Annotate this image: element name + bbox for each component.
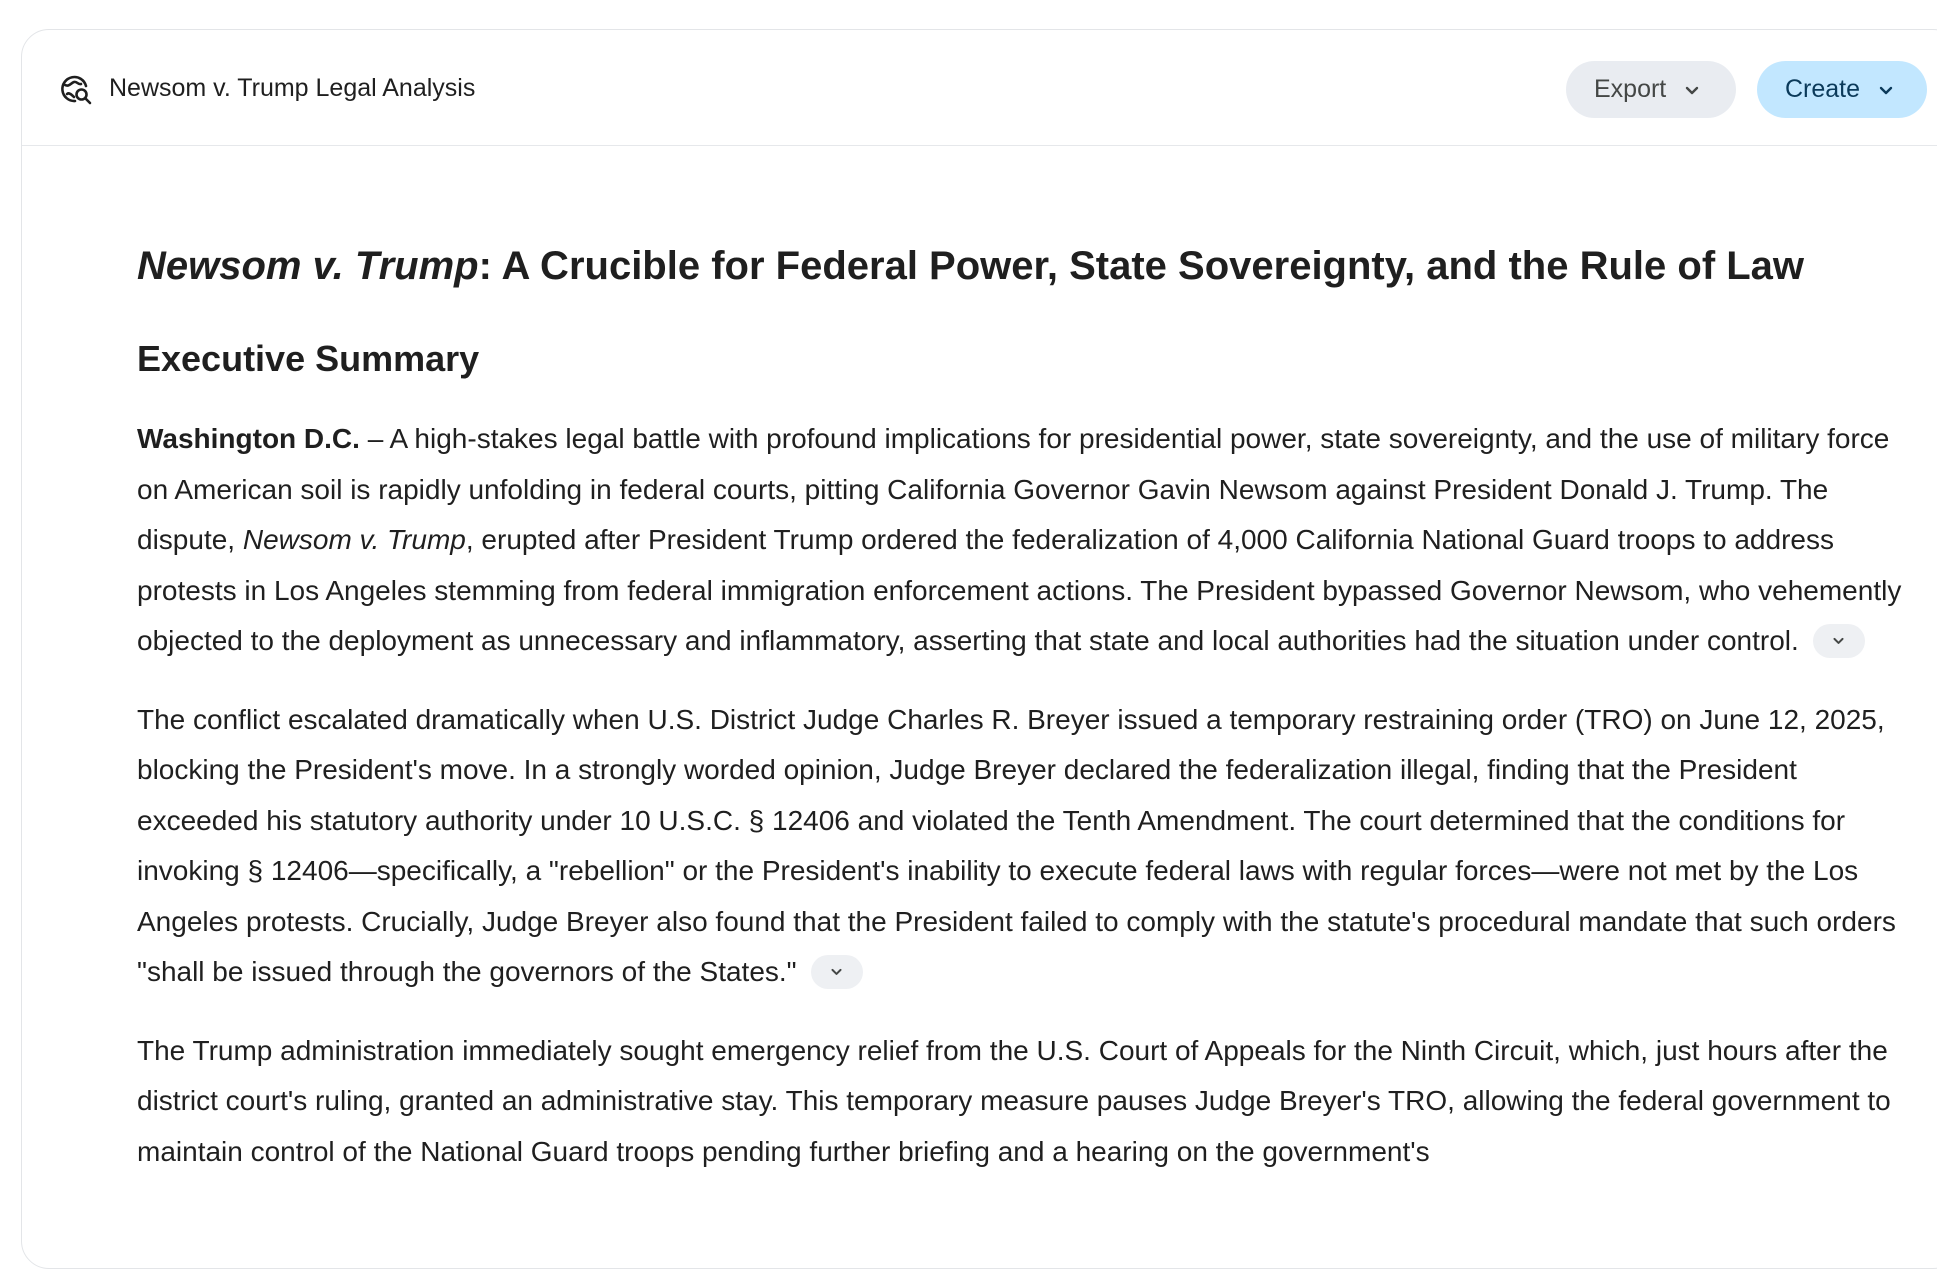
chevron-down-icon	[1832, 634, 1845, 647]
report-title	[137, 240, 1907, 292]
paragraph-1-text-a: – A high-stakes legal battle with profound implications for presidential power, state sovereignty, and the use of military force on American soil is rapidly unfolding in federal courts, pitting California Governor Gavin Newsom against President Donald J. Trump. The dispute,	[137, 423, 1890, 555]
paragraph-3-text: The Trump administration immediately sought emergency relief from the U.S. Court of Appeals for the Ninth Circuit, which, just hours after the district court's ruling, granted an administrative stay. This temporary measure pauses Judge Breyer's TRO, allowing the federal government to maintain control of the National Guard troops pending further briefing and a hearing on the government's	[137, 1034, 1891, 1167]
chevron-down-icon	[1878, 82, 1894, 98]
create-button[interactable]	[1757, 61, 1927, 118]
export-label: Export	[1594, 75, 1667, 103]
chevron-down-icon	[1684, 82, 1700, 98]
expand-sources-button[interactable]	[1813, 624, 1865, 658]
paragraph-2	[137, 695, 1907, 998]
chevron-down-icon	[830, 965, 843, 978]
report-title-rest: : A Crucible for Federal Power, State Sovereignty, and the Rule of Law	[478, 244, 1805, 288]
paragraph-1	[137, 414, 1907, 667]
document-panel	[21, 29, 1937, 1269]
section-heading: Executive Summary	[137, 338, 480, 379]
dateline: Washington D.C.	[137, 423, 360, 454]
create-label: Create	[1785, 75, 1861, 103]
paragraph-1-text-b: , erupted after President Trump ordered the federalization of 4,000 California National Guard troops to address protests in Los Angeles stemming from federal immigration enforcement actions. The President bypassed Governor Newsom, who vehemently objected to the deployment as unnecessary and inflammatory, asserting that state and local authorities had the situation under control.	[137, 524, 1902, 656]
document-title: Newsom v. Trump Legal Analysis	[109, 74, 476, 102]
document-header	[22, 30, 1937, 146]
globe-search-icon	[59, 73, 93, 107]
report-title-case: Newsom v. Trump	[137, 244, 479, 288]
paragraph-3	[137, 1026, 1907, 1178]
expand-sources-button[interactable]	[811, 955, 863, 989]
paragraph-2-text: The conflict escalated dramatically when U.S. District Judge Charles R. Breyer issued a temporary restraining order (TRO) on June 12, 2025, blocking the President's move. In a strongly worded opinion, Judge Breyer declared the federalization illegal, finding that the President exceeded his statutory authority under 10 U.S.C. § 12406 and violated the Tenth Amendment. The court determined that the conditions for invoking § 12406—specifically, a "rebellion" or the President's inability to execute federal laws with regular forces—were not met by the Los Angeles protests. Crucially, Judge Breyer also found that the President failed to comply with the statute's procedural mandate that such orders "shall be issued through the governors of the States."	[137, 703, 1896, 987]
export-button[interactable]	[1566, 61, 1736, 118]
document-body	[137, 240, 1907, 1177]
case-name: Newsom v. Trump	[242, 524, 466, 555]
